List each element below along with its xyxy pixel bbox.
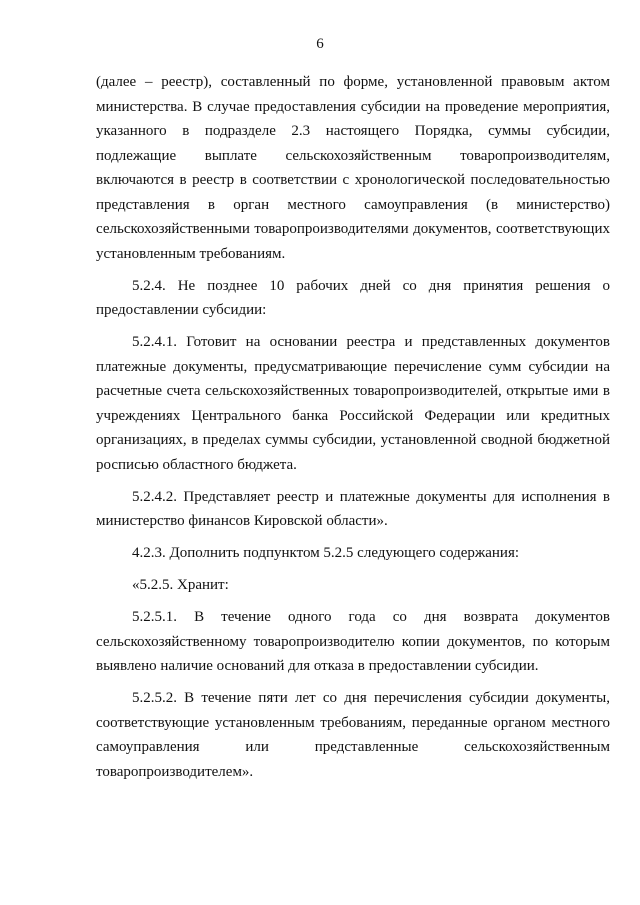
- page-number: 6: [316, 36, 324, 52]
- paragraph-4-2-3: 4.2.3. Дополнить подпунктом 5.2.5 следующего содержания:: [132, 545, 520, 561]
- document-body: [96, 70, 610, 792]
- paragraph-5-2-5: «5.2.5. Хранит:: [132, 577, 229, 593]
- paragraph-registry-continuation: (далее – реестр), составленный по форме, установленной правовым актом министерства. В случае предоставления субсидии на проведение мероприятия, указанного в подразделе 2.3 настоящего Порядка, суммы субсидии, подлежащие выплате сельскохозяйственным товаропроизводителям, включаются в реестр в соответствии с хронологической последовательностью представления в орган местного самоуправления (в министерство) сельскохозяйственными товаропроизводителями документов, соответствующих установленным требованиям.: [96, 74, 610, 262]
- paragraph-5-2-4-2: 5.2.4.2. Представляет реестр и платежные документы для исполнения в министерство финансов Кировской области».: [96, 488, 610, 529]
- paragraph-5-2-4: 5.2.4. Не позднее 10 рабочих дней со дня принятия решения о предоставлении субсидии:: [96, 277, 610, 318]
- paragraph-5-2-5-1: 5.2.5.1. В течение одного года со дня возврата документов сельскохозяйственному товаропроизводителю копии документов, по которым выявлено наличие оснований для отказа в предоставлении субсидии.: [96, 609, 610, 674]
- paragraph-5-2-4-1: 5.2.4.1. Готовит на основании реестра и представленных документов платежные документы, предусматривающие перечисление сумм субсидии на расчетные счета сельскохозяйственных товаропроизводителей, открытые ими в учреждениях Центрального банка Российской Федерации или кредитных организациях, в пределах суммы субсидии, установленной сводной бюджетной росписью областного бюджета.: [96, 334, 610, 473]
- paragraph-5-2-5-2: 5.2.5.2. В течение пяти лет со дня перечисления субсидии документы, соответствующие установленным требованиям, переданные органом местного самоуправления или представленные сельскохозяйственным товаропроизводителем».: [96, 690, 610, 780]
